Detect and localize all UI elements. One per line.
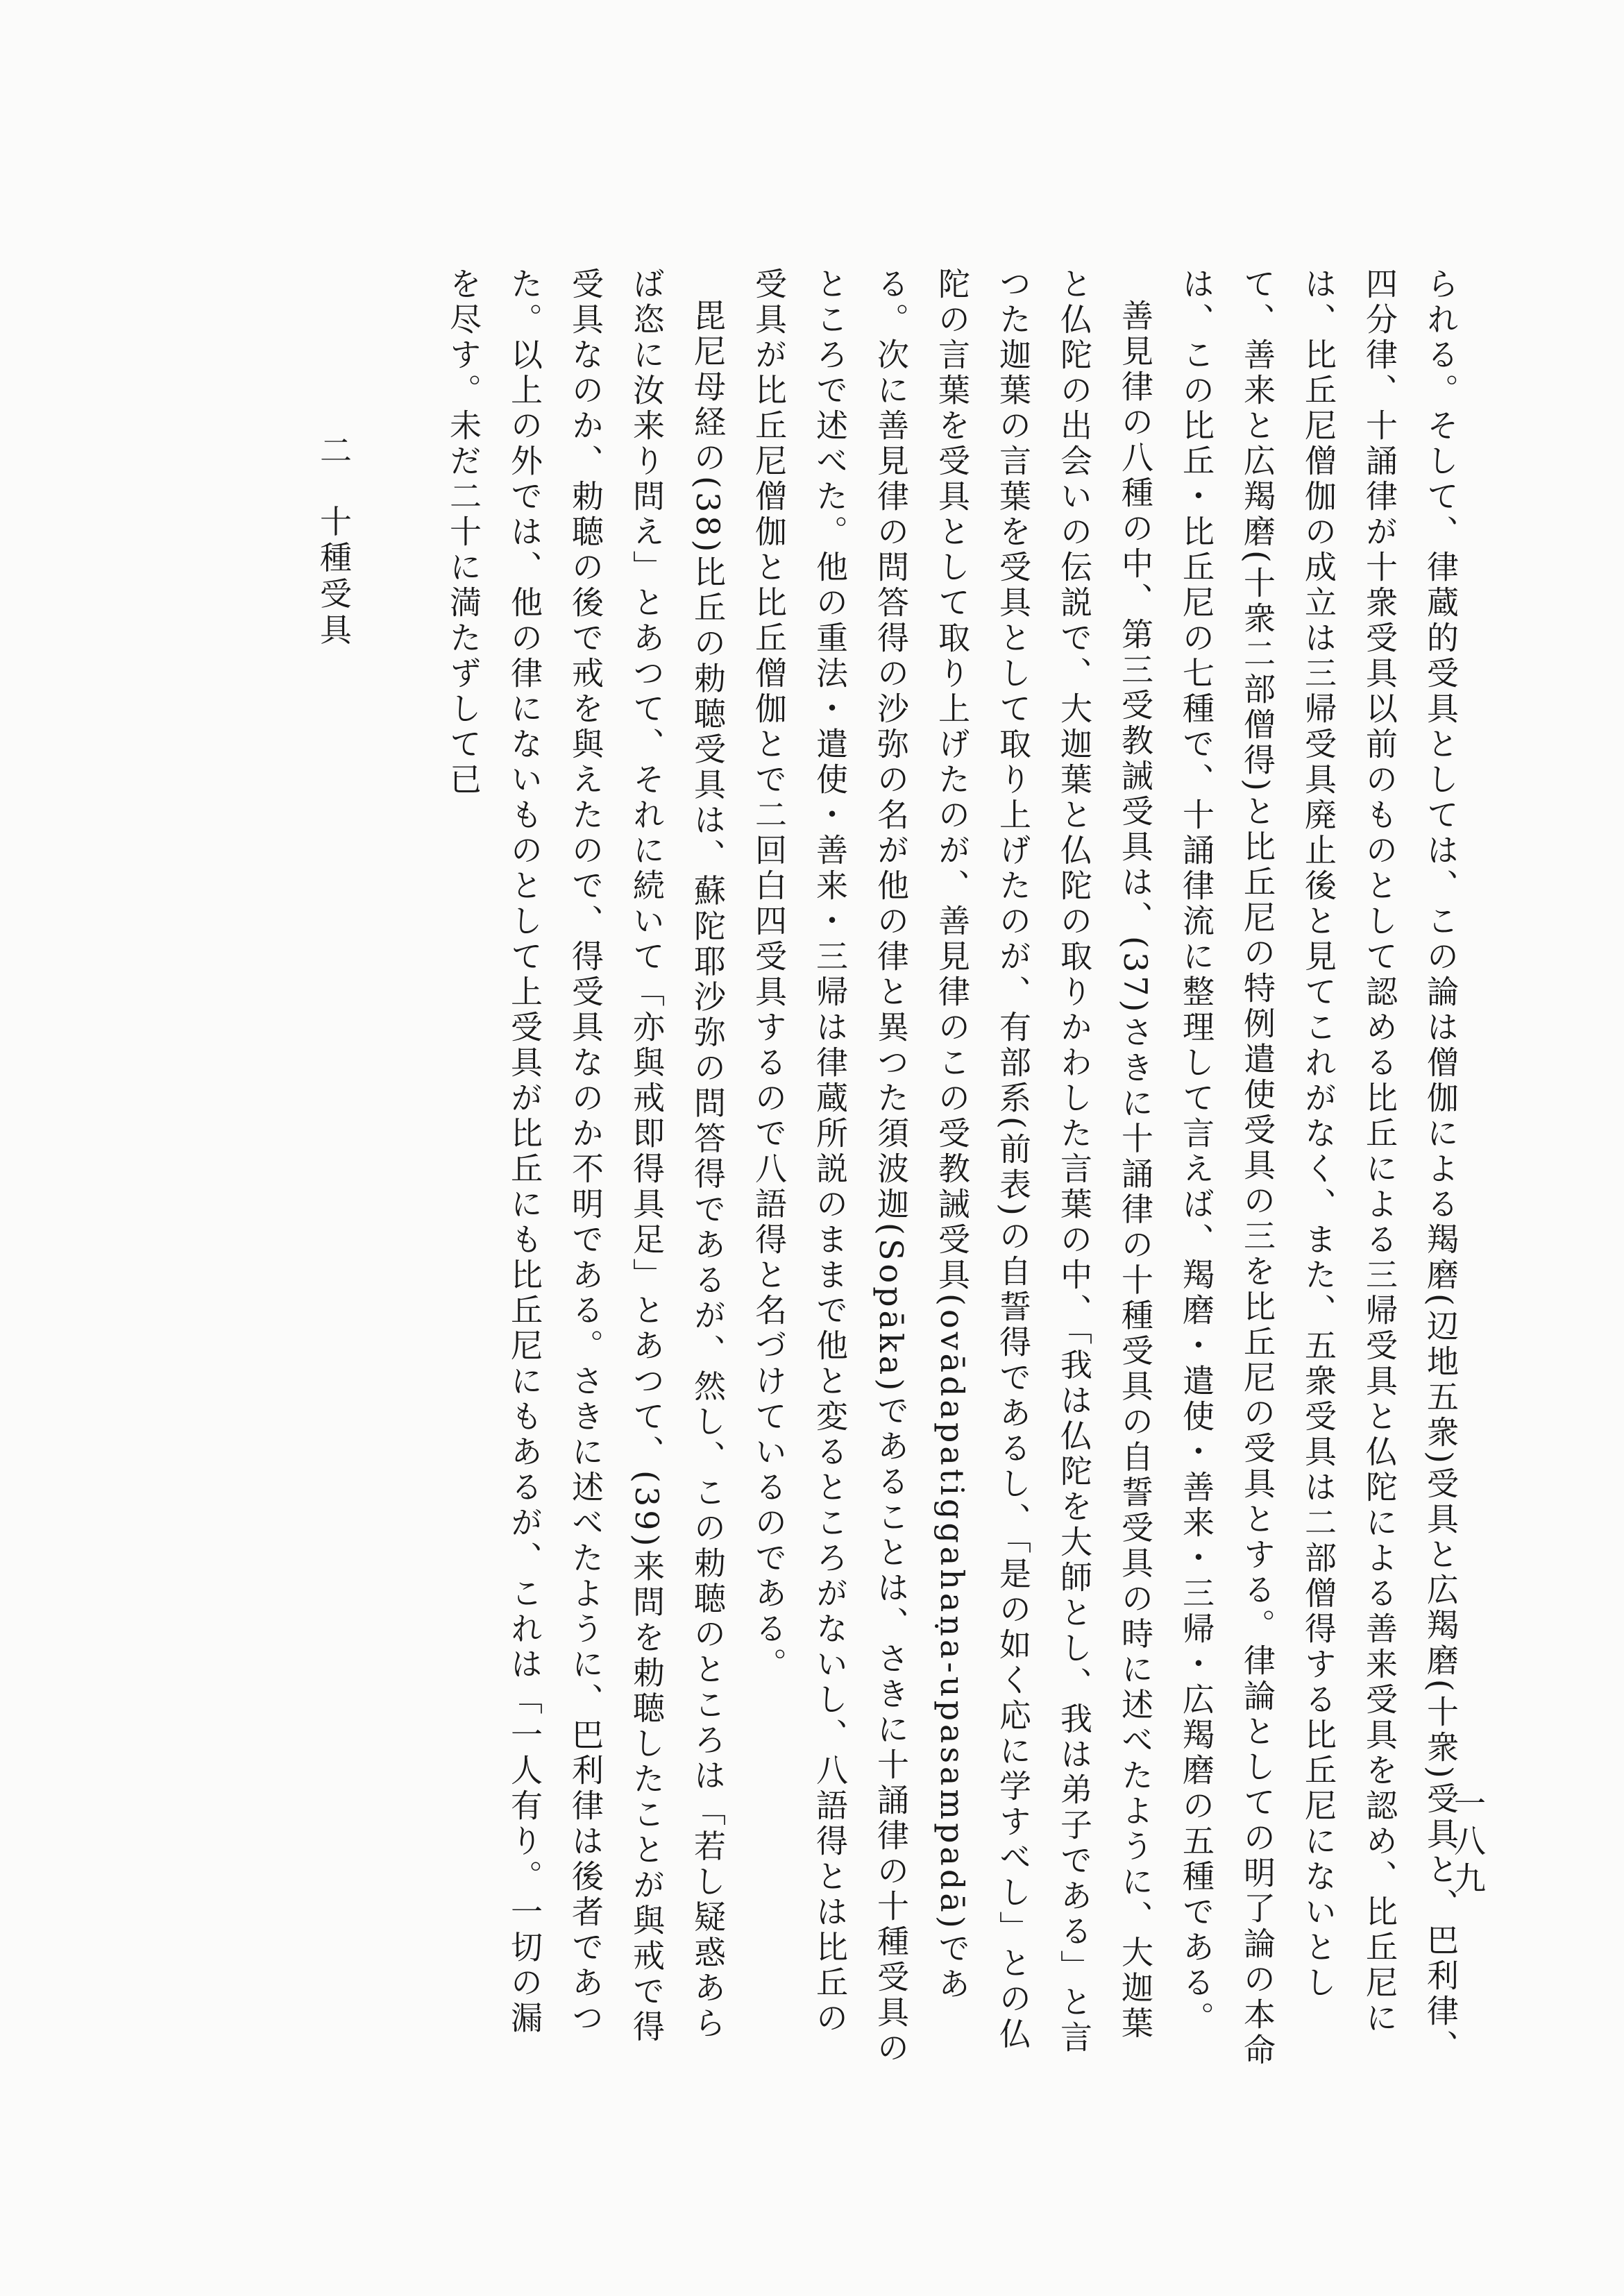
page-number: 一八九 <box>1449 1787 1487 1899</box>
paragraph-2: 善見律の八種の中、第三受教誡受具は、(37)さきに十誦律の十種受具の自誓受具の時に述べたように、大迦葉と仏陀の出会いの伝説で、大迦葉と仏陀の取りかわした言葉の中、「我は仏陀を大師とし、我は弟子である」と言つた迦葉の言葉を受具として取り上げたのが、有部系(前表)の自誓得であるし、「是の如く応に学すべし」との仏陀の言葉を受具として取り上げたのが、善見律のこの受教誡受具(ovādapatiggahaṇa-upasampadā)である。次に善見律の問答得の沙弥の名が他の律と異つた須波迦(Sopāka)であることは、さきに十誦律の十種受具のところで述べた。他の重法・遣使・善来・三帰は律蔵所説のままで他と変るところがないし、八語得とは比丘の受具が比丘尼僧伽と比丘僧伽とで二回白四受具するので八語得と名づけているのである。 <box>750 267 1154 2067</box>
paragraph-1: られる。そして、律蔵的受具としては、この論は僧伽による羯磨(辺地五衆)受具と広羯磨(十衆)受具と、巴利律、四分律、十誦律が十衆受具以前のものとして認める比丘による三帰受具と仏陀による善来受具を認め、比丘尼には、比丘尼僧伽の成立は三帰受具廃止後と見てこれがなく、また、五衆受具は二部僧得する比丘尼にないとして、善来と広羯磨(十衆二部僧得)と比丘尼の特例遣使受具の三を比丘尼の受具とする。律論としての明了論の本命は、この比丘・比丘尼の七種で、十誦律流に整理して言えば、羯磨・遣使・善来・三帰・広羯磨の五種である。 <box>1178 267 1460 2068</box>
paragraph-3: 毘尼母経の(38)比丘の勅聴受具は、蘇陀耶沙弥の問答得であるが、然し、この勅聴のところは「若し疑惑あらば恣に汝来り問え」とあつて、それに続いて「亦與戒即得具足」とあつて、(39)来問を勅聴したことが與戒で得受具なのか、勅聴の後で戒を與えたので、得受具なのか不明である。さきに述べたように、巴利律は後者であつた。以上の外では、他の律にないものとして上受具が比丘にも比丘尼にもあるが、これは「一人有り。一切の漏を尽す。未だ二十に満たずして已 <box>445 267 727 2046</box>
running-head <box>311 434 357 649</box>
chapter-title: 十種受具 <box>315 504 353 649</box>
body-text <box>361 267 1471 2071</box>
chapter-number: 二 <box>315 434 353 470</box>
